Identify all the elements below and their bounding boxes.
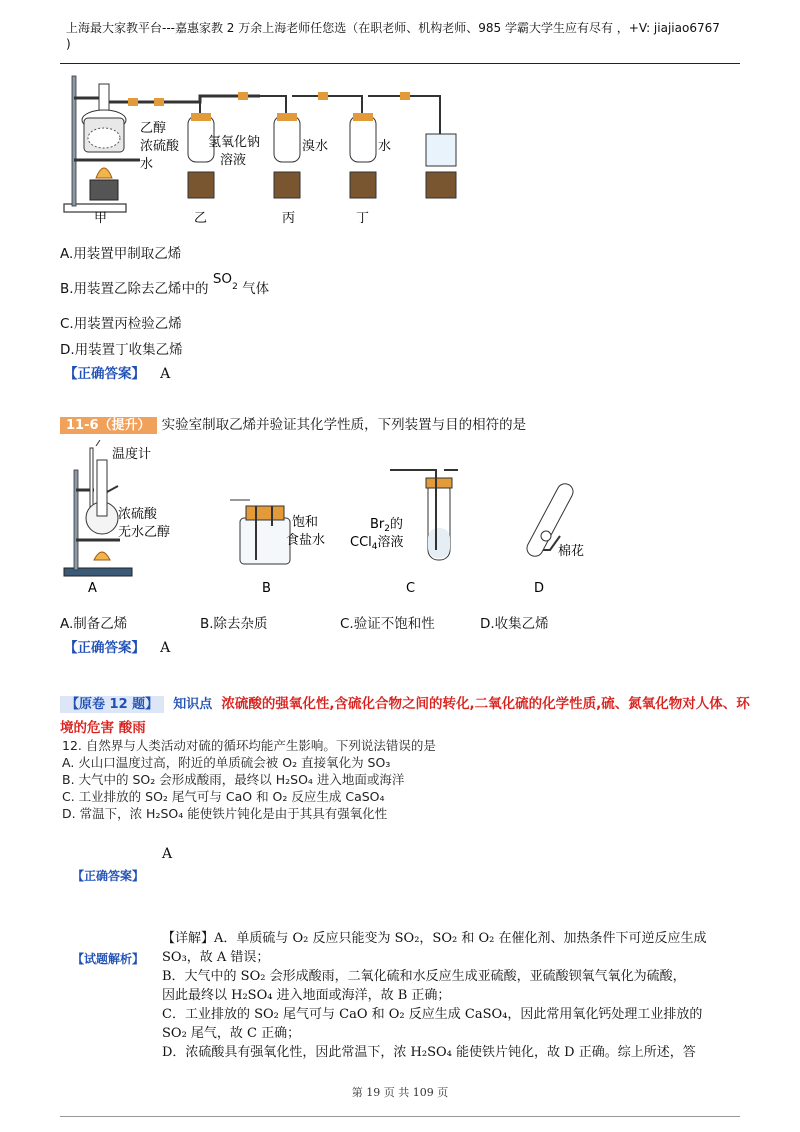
q1-option-b-post: 气体 [242,281,270,297]
q3-analysis-label: 【试题解析】 [72,952,145,966]
label-thermometer: 温度计 [112,447,152,462]
q3-knowledge [60,692,750,739]
figure-apparatus-1 [60,68,480,228]
q3-option-a: A. 火山口温度过高，附近的单质硫会被 O₂ 直接氧化为 SO₃ [62,755,391,770]
q1-option-a: A.用装置甲制取乙烯 [60,246,182,262]
caption-yi: 乙 [194,211,208,226]
q3-analysis [162,929,732,1062]
q1-option-c: C.用装置丙检验乙烯 [60,316,182,332]
q2-answer-label: 【正确答案】 [64,640,145,656]
label-acid: 浓硫酸 [140,139,180,154]
caption-d: D [534,581,545,596]
q2-option-c: C.验证不饱和性 [340,616,435,632]
q3-kp-line2: 境的危害 酸雨 [60,720,146,736]
caption-b: B [262,581,271,596]
q2-stem-row [60,413,526,433]
caption-jia: 甲 [94,211,108,226]
q2-option-b: B.除去杂质 [200,616,268,632]
q3-option-b: B. 大气中的 SO₂ 会形成酸雨，最终以 H₂SO₄ 进入地面或海洋 [62,772,405,787]
q1-option-b [60,271,270,300]
label-solution: 溶液 [220,153,247,168]
q1-answer [64,362,170,382]
q3-answer-label: 【正确答案】 [72,869,145,883]
label-brwater: 溴水 [302,139,329,154]
label-conc-acid: 浓硫酸 [118,507,158,522]
label-brine: 食盐水 [286,533,326,548]
q2-stem: 实验室制取乙烯并验证其化学性质，下列装置与目的相符的是 [161,417,527,433]
q2-answer-value: A [160,640,171,656]
q3-answer-value: A [162,846,173,862]
q3-option-d: D. 常温下，浓 H₂SO₄ 能使铁片钝化是由于其具有强氧化性 [62,806,388,821]
caption-ding: 丁 [356,211,370,226]
footer-rule [60,1116,740,1117]
label-cotton: 棉花 [558,544,585,559]
q1-option-d: D.用装置丁收集乙烯 [60,342,183,358]
figure-apparatus-2 [60,440,600,600]
page-footer: 第 19 页 共 109 页 [351,1086,449,1099]
caption-bing: 丙 [282,211,296,226]
header-line-2: ) [66,37,71,51]
label-ethanol: 乙醇 [140,121,167,136]
label-naoh: 氢氧化钠 [208,135,261,150]
label-ccl4: CCl$_4$溶液 [350,535,404,552]
q2-answer [64,636,170,656]
q1-answer-value: A [160,366,171,382]
analysis-line: B．大气中的 SO₂ 会形成酸雨，二氧化硫和水反应生成亚硫酸，亚硫酸钡氧气氧化为硫酸， [162,969,686,984]
q3-question-block [62,737,482,822]
analysis-line: 因此最终以 H₂SO₄ 进入地面或海洋，故 B 正确； [162,988,451,1003]
label-br2: $Br_2$的 [370,517,404,534]
page-header [66,20,746,52]
label-saturated: 饱和 [292,515,319,530]
q1-option-b-chem: SO [212,271,233,287]
q3-kp-line1: 浓硫酸的强氧化性,含硫化合物之间的转化,二氧化硫的化学性质,硫、氮氧化物对人体、环 [221,696,750,712]
q1-answer-label: 【正确答案】 [64,366,145,382]
q1-option-b-text: B.用装置乙除去乙烯中的 [60,281,209,297]
label-water-d: 水 [378,139,392,154]
label-water-a: 水 [140,157,154,172]
analysis-line: SO₂ 尾气，故 C 正确； [162,1026,301,1041]
q3-kp-label: 知识点 [173,697,213,712]
caption-a: A [88,581,97,596]
q3-stem: 12. 自然界与人类活动对硫的循环均能产生影响。下列说法错误的是 [62,738,436,753]
analysis-line: SO₃，故 A 错误； [162,950,270,965]
q3-option-c: C. 工业排放的 SO₂ 尾气可与 CaO 和 O₂ 反应生成 CaSO₄ [62,789,385,804]
q3-tag: 【原卷 12 题】 [60,696,164,713]
q2-tag: 11-6（提升） [60,417,157,434]
analysis-line: C．工业排放的 SO₂ 尾气可与 CaO 和 O₂ 反应生成 CaSO₄，因此常用氧化钙处理工业排放的 [162,1007,703,1022]
analysis-line: D．浓硫酸具有强氧化性，因此常温下，浓 H₂SO₄ 能使铁片钝化，故 D 正确。综上所述，答 [162,1045,696,1060]
header-rule [60,63,740,64]
analysis-line: 【详解】A．单质硫与 O₂ 反应只能变为 SO₂，SO₂ 和 O₂ 在催化剂、加热条件下可逆反应生成 [162,931,707,946]
header-line: 上海最大家教平台---嘉惠家教 2 万余上海老师任您选（在职老师、机构老师、985 学霸大学生应有尽有 ，+V: jiajiao6767 [66,21,720,35]
label-ethanol-anhydrous: 无水乙醇 [118,525,171,540]
q1-option-b-sub: 2 [232,281,238,292]
caption-c: C [406,581,416,596]
q2-option-d: D.收集乙烯 [480,616,549,632]
q2-option-a: A.制备乙烯 [60,616,128,632]
